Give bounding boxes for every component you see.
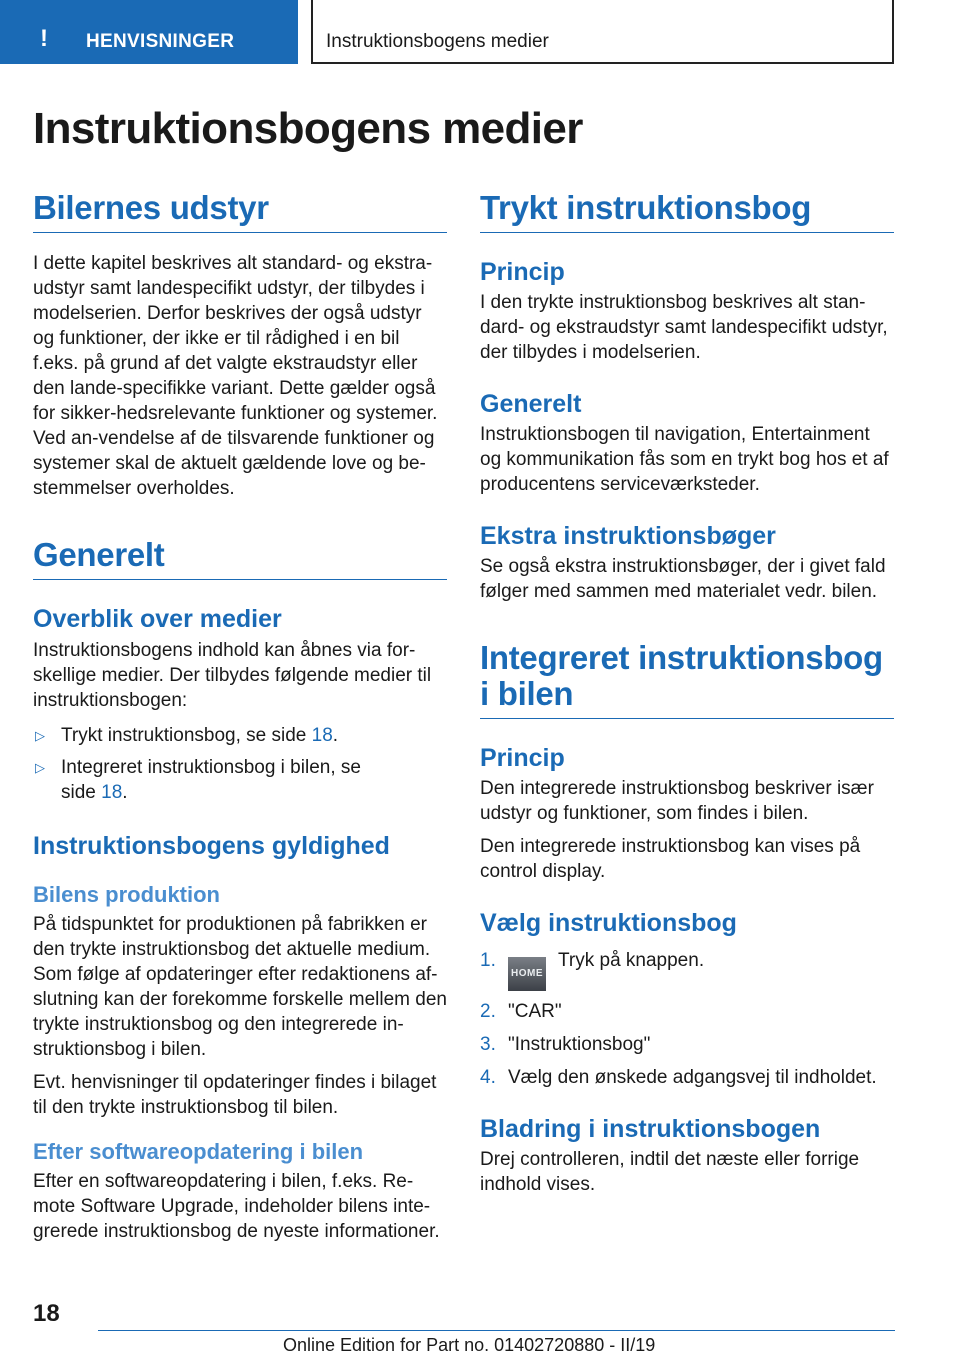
page-link[interactable]: 18 — [101, 782, 123, 803]
paragraph: Instruktionsbogen til navigation, Entertainment og kommunikation fås som en trykt bog hos et af producentens serviceværksteder. — [480, 424, 889, 495]
step-number: 3. — [480, 1034, 496, 1055]
left-column — [33, 190, 447, 1244]
header-title: Instruktionsbogens medier — [326, 31, 549, 52]
subheading-softwareopdatering: Efter softwareopdatering i bilen — [33, 1139, 364, 1164]
step-item: 4. Vælg den ønskede adgangsvej til indholdet. — [480, 1067, 877, 1088]
step-number: 4. — [480, 1067, 496, 1088]
paragraph: På tidspunktet for produktionen på fabrikken er den trykte instruktionsbog det aktuelle medium. Som følge af opdateringer efter redaktionens af-slutning kan der forekomme forskelle mellem den trykte instruktionsbog og den integrerede in-struktionsbog i bilen. — [33, 914, 447, 1060]
step-item: 3. "Instruktionsbog" — [480, 1034, 651, 1055]
paragraph: Den integrerede instruktionsbog beskriver især udstyr og funktioner, som findes i bilen. — [480, 778, 874, 824]
list-item: ▷ Integreret instruktionsbog i bilen, se side 18. — [35, 757, 361, 803]
paragraph: Instruktionsbogens indhold kan åbnes via for-skellige medier. Der tilbydes følgende medier til instruktionsbogen: — [33, 640, 432, 711]
subheading-gyldighed: Instruktionsbogens gyldighed — [33, 832, 390, 860]
section-title-udstyr: Bilernes udstyr — [33, 190, 447, 233]
triangle-bullet-icon: ▷ — [35, 728, 45, 743]
section-title-integreret: Integreret instruktionsbog i bilen — [480, 640, 894, 719]
step-item: 2. "CAR" — [480, 1001, 562, 1022]
header-section-label: HENVISNINGER — [86, 31, 235, 52]
list-item: ▷ Trykt instruktionsbog, se side 18. — [35, 725, 339, 746]
paragraph: Evt. henvisninger til opdateringer findes i bilaget til den trykte instruktionsbog til bilen. — [33, 1072, 437, 1118]
subheading-overblik: Overblik over medier — [33, 605, 282, 633]
subheading-vaelg: Vælg instruktionsbog — [480, 909, 737, 937]
subheading-princip: Princip — [480, 258, 565, 286]
subheading-ekstra: Ekstra instruktionsbøger — [480, 522, 776, 550]
paragraph: Efter en softwareopdatering i bilen, f.eks. Re-mote Software Upgrade, indeholder bilens inte-grerede instruktionsbog de nyeste informationer. — [33, 1171, 440, 1242]
footer-divider — [98, 1330, 895, 1331]
paragraph: I dette kapitel beskrives alt standard- og ekstra-udstyr samt landespecifikt udstyr, der tilbydes i modelserien. Derfor beskrives der også udstyr og funktioner, der ikke er til rådighed i en bil f.eks. på grund af det valgte ekstraudstyr eller den lande-specifikke variant. Dette gælder også for sikker-hedsrelevante funktioner og systemer. Ved an-vendelse af de tilsvarende funktioner og systemer skal de aktuelt gældende love og be-stemmelser overholdes. — [33, 253, 438, 499]
subheading-bladring: Bladring i instruktionsbogen — [480, 1115, 821, 1143]
page-number: 18 — [33, 1300, 60, 1327]
section-title-trykt: Trykt instruktionsbog — [480, 190, 894, 233]
paragraph: Den integrerede instruktionsbog kan vises på control display. — [480, 836, 861, 882]
step-item: 1. HOMETryk på knappen. — [480, 948, 894, 991]
page-link[interactable]: 18 — [311, 725, 333, 746]
subheading-produktion: Bilens produktion — [33, 882, 220, 907]
home-button-icon: HOME — [508, 957, 546, 991]
paragraph: I den trykte instruktionsbog beskrives alt stan-dard- og ekstraudstyr samt landespecifikt udstyr, der tilbydes i modelserien. — [480, 292, 888, 363]
step-number: 1. — [480, 950, 496, 971]
footer-edition: Online Edition for Part no. 01402720880 - II/19 — [283, 1335, 656, 1355]
paragraph: Se også ekstra instruktionsbøger, der i givet fald følger med sammen med materialet vedr. bilen. — [480, 556, 886, 602]
triangle-bullet-icon: ▷ — [35, 760, 45, 775]
subheading-generelt: Generelt — [480, 390, 582, 418]
warning-icon: ! — [40, 25, 48, 52]
subheading-princip-2: Princip — [480, 744, 565, 772]
section-title-generelt: Generelt — [33, 537, 447, 580]
step-number: 2. — [480, 1001, 496, 1022]
right-column — [480, 190, 894, 1197]
paragraph: Drej controlleren, indtil det næste eller forrige indhold vises. — [480, 1149, 860, 1195]
page-title: Instruktionsbogens medier — [33, 104, 583, 153]
